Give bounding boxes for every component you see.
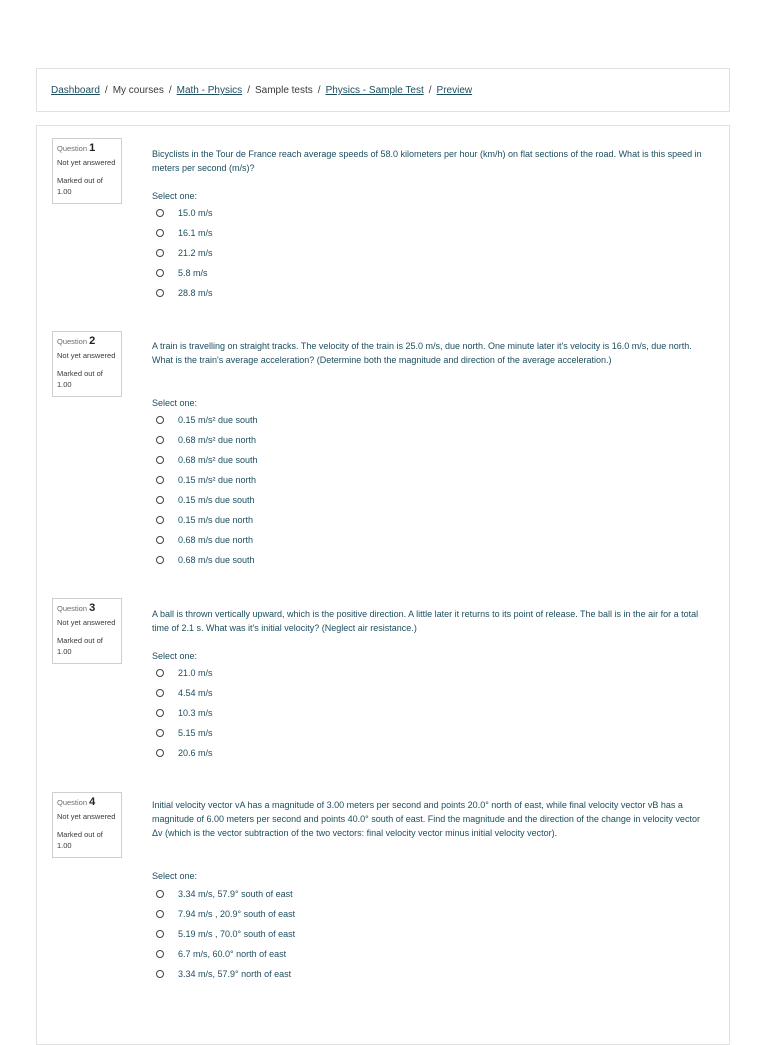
radio-button[interactable] [156, 910, 164, 918]
radio-button[interactable] [156, 496, 164, 504]
select-one-prompt: Select one: [152, 651, 198, 661]
radio-button[interactable] [156, 729, 164, 737]
answer-option[interactable] [156, 206, 213, 220]
breadcrumb-course-link[interactable]: Math - Physics [176, 85, 243, 96]
answer-option-label: 0.68 m/s² due south [178, 455, 258, 465]
answer-option-label: 0.68 m/s due north [178, 535, 254, 545]
radio-button[interactable] [156, 229, 164, 237]
answer-option[interactable] [156, 706, 213, 720]
answer-option[interactable] [156, 246, 213, 260]
answer-option[interactable] [156, 266, 208, 280]
radio-button[interactable] [156, 556, 164, 564]
answer-option-label: 6.7 m/s, 60.0° north of east [178, 949, 287, 959]
question-state: Not yet answered [57, 157, 116, 167]
answer-option[interactable] [156, 726, 213, 740]
answer-option[interactable] [156, 413, 258, 427]
answer-option[interactable] [156, 907, 295, 921]
answer-option[interactable] [156, 453, 258, 467]
question-label: Question [57, 604, 88, 613]
answer-option-label: 0.15 m/s² due north [178, 475, 257, 485]
answer-option-label: 7.94 m/s , 20.9° south of east [178, 909, 296, 919]
question-info-1 [52, 138, 122, 204]
radio-button[interactable] [156, 269, 164, 277]
radio-button[interactable] [156, 536, 164, 544]
radio-button[interactable] [156, 689, 164, 697]
radio-button[interactable] [156, 249, 164, 257]
radio-button[interactable] [156, 289, 164, 297]
question-number: 1 [89, 142, 96, 154]
breadcrumb-quiz-link[interactable]: Physics - Sample Test [325, 85, 424, 96]
radio-button[interactable] [156, 516, 164, 524]
answer-option[interactable] [156, 947, 286, 961]
question-grade: Marked out of 1.00 [57, 830, 103, 850]
answer-option[interactable] [156, 553, 255, 567]
answer-option-label: 0.15 m/s² due south [178, 415, 258, 425]
answer-option-label: 0.68 m/s² due north [178, 435, 257, 445]
radio-button[interactable] [156, 890, 164, 898]
question-state: Not yet answered [57, 811, 116, 821]
breadcrumb-separator: / [247, 85, 250, 96]
answer-option[interactable] [156, 666, 213, 680]
answer-option-label: 15.0 m/s [178, 208, 213, 218]
answer-option-label: 0.68 m/s due south [178, 555, 255, 565]
radio-button[interactable] [156, 970, 164, 978]
select-one-prompt: Select one: [152, 398, 198, 408]
select-one-prompt: Select one: [152, 871, 198, 881]
radio-button[interactable] [156, 436, 164, 444]
question-info-4 [52, 792, 122, 858]
breadcrumb-separator: / [168, 85, 172, 96]
radio-button[interactable] [156, 209, 164, 217]
answer-option[interactable] [156, 686, 213, 700]
answer-option[interactable] [156, 533, 253, 547]
answer-option[interactable] [156, 513, 253, 527]
breadcrumb-section: Sample tests [254, 85, 313, 96]
breadcrumb-separator: / [104, 85, 108, 96]
answer-option-label: 5.15 m/s [178, 728, 213, 738]
answer-option[interactable] [156, 887, 293, 901]
answer-option-label: 4.54 m/s [178, 688, 213, 698]
answer-option[interactable] [156, 226, 213, 240]
radio-button[interactable] [156, 669, 164, 677]
answer-option[interactable] [156, 746, 213, 760]
answer-option-label: 21.0 m/s [178, 668, 213, 678]
question-label: Question [57, 798, 88, 807]
radio-button[interactable] [156, 456, 164, 464]
answer-option[interactable] [156, 286, 213, 300]
question-grade: Marked out of 1.00 [57, 636, 103, 656]
answer-option-label: 16.1 m/s [178, 228, 213, 238]
question-text-3: A ball is thrown vertically upward, which is the positive direction. A little later it returns to its point of release. The ball is in the air for a total time of 2.1 s. What was it's initial velocity? (Neglect air resistance.) [152, 609, 699, 633]
answer-option[interactable] [156, 493, 255, 507]
question-number: 4 [89, 796, 96, 808]
answer-option-label: 3.34 m/s, 57.9° south of east [178, 889, 293, 899]
answer-option-label: 3.34 m/s, 57.9° north of east [178, 969, 292, 979]
question-number: 2 [89, 335, 96, 347]
question-text-1: Bicyclists in the Tour de France reach average speeds of 58.0 kilometers per hour (km/h) on flat sections of the road. What is this speed in meters per second (m/s)? [152, 149, 702, 173]
radio-button[interactable] [156, 749, 164, 757]
select-one-prompt: Select one: [152, 191, 198, 201]
answer-option[interactable] [156, 433, 256, 447]
breadcrumb-separator: / [428, 85, 432, 96]
question-info-3 [52, 598, 122, 664]
answer-option-label: 20.6 m/s [178, 748, 213, 758]
breadcrumb-preview-link[interactable]: Preview [436, 85, 473, 96]
breadcrumb-dashboard-link[interactable]: Dashboard [51, 85, 100, 96]
breadcrumb-separator: / [317, 85, 321, 96]
answer-option-label: 21.2 m/s [178, 248, 213, 258]
breadcrumb-my-courses: My courses [112, 85, 164, 96]
question-state: Not yet answered [57, 350, 116, 360]
question-info-2 [52, 331, 122, 397]
answer-option[interactable] [156, 927, 295, 941]
question-text-2: A train is travelling on straight tracks. The velocity of the train is 25.0 m/s, due north. One minute later it's velocity is 16.0 m/s, due north. What is the train's average acceleration? (Determine both the magnitude and direction of the average acceleration.) [152, 341, 692, 365]
answer-option-label: 5.8 m/s [178, 268, 208, 278]
question-text-4: Initial velocity vector vA has a magnitude of 3.00 meters per second and points 20.0° north of east, while final velocity vector vB has a magnitude of 6.00 meters per second and points 40.0° south of east. Find the magnitude and the direction of the change in velocity vector Δv (which is the vector subtraction of the two vectors: final velocity vector minus initial velocity vector). [152, 800, 700, 838]
radio-button[interactable] [156, 930, 164, 938]
radio-button[interactable] [156, 950, 164, 958]
question-number: 3 [89, 602, 96, 614]
radio-button[interactable] [156, 476, 164, 484]
radio-button[interactable] [156, 709, 164, 717]
breadcrumb [36, 68, 730, 112]
quiz-container [36, 125, 730, 1045]
answer-option-label: 5.19 m/s , 70.0° south of east [178, 929, 296, 939]
answer-option-label: 28.8 m/s [178, 288, 213, 298]
answer-option-label: 0.15 m/s due south [178, 495, 255, 505]
answer-option[interactable] [156, 473, 256, 487]
question-grade: Marked out of 1.00 [57, 176, 103, 196]
answer-option-label: 0.15 m/s due north [178, 515, 254, 525]
radio-button[interactable] [156, 416, 164, 424]
question-state: Not yet answered [57, 617, 116, 627]
question-grade: Marked out of 1.00 [57, 369, 103, 389]
question-label: Question [57, 144, 88, 153]
answer-option[interactable] [156, 967, 291, 981]
answer-option-label: 10.3 m/s [178, 708, 213, 718]
question-label: Question [57, 337, 88, 346]
